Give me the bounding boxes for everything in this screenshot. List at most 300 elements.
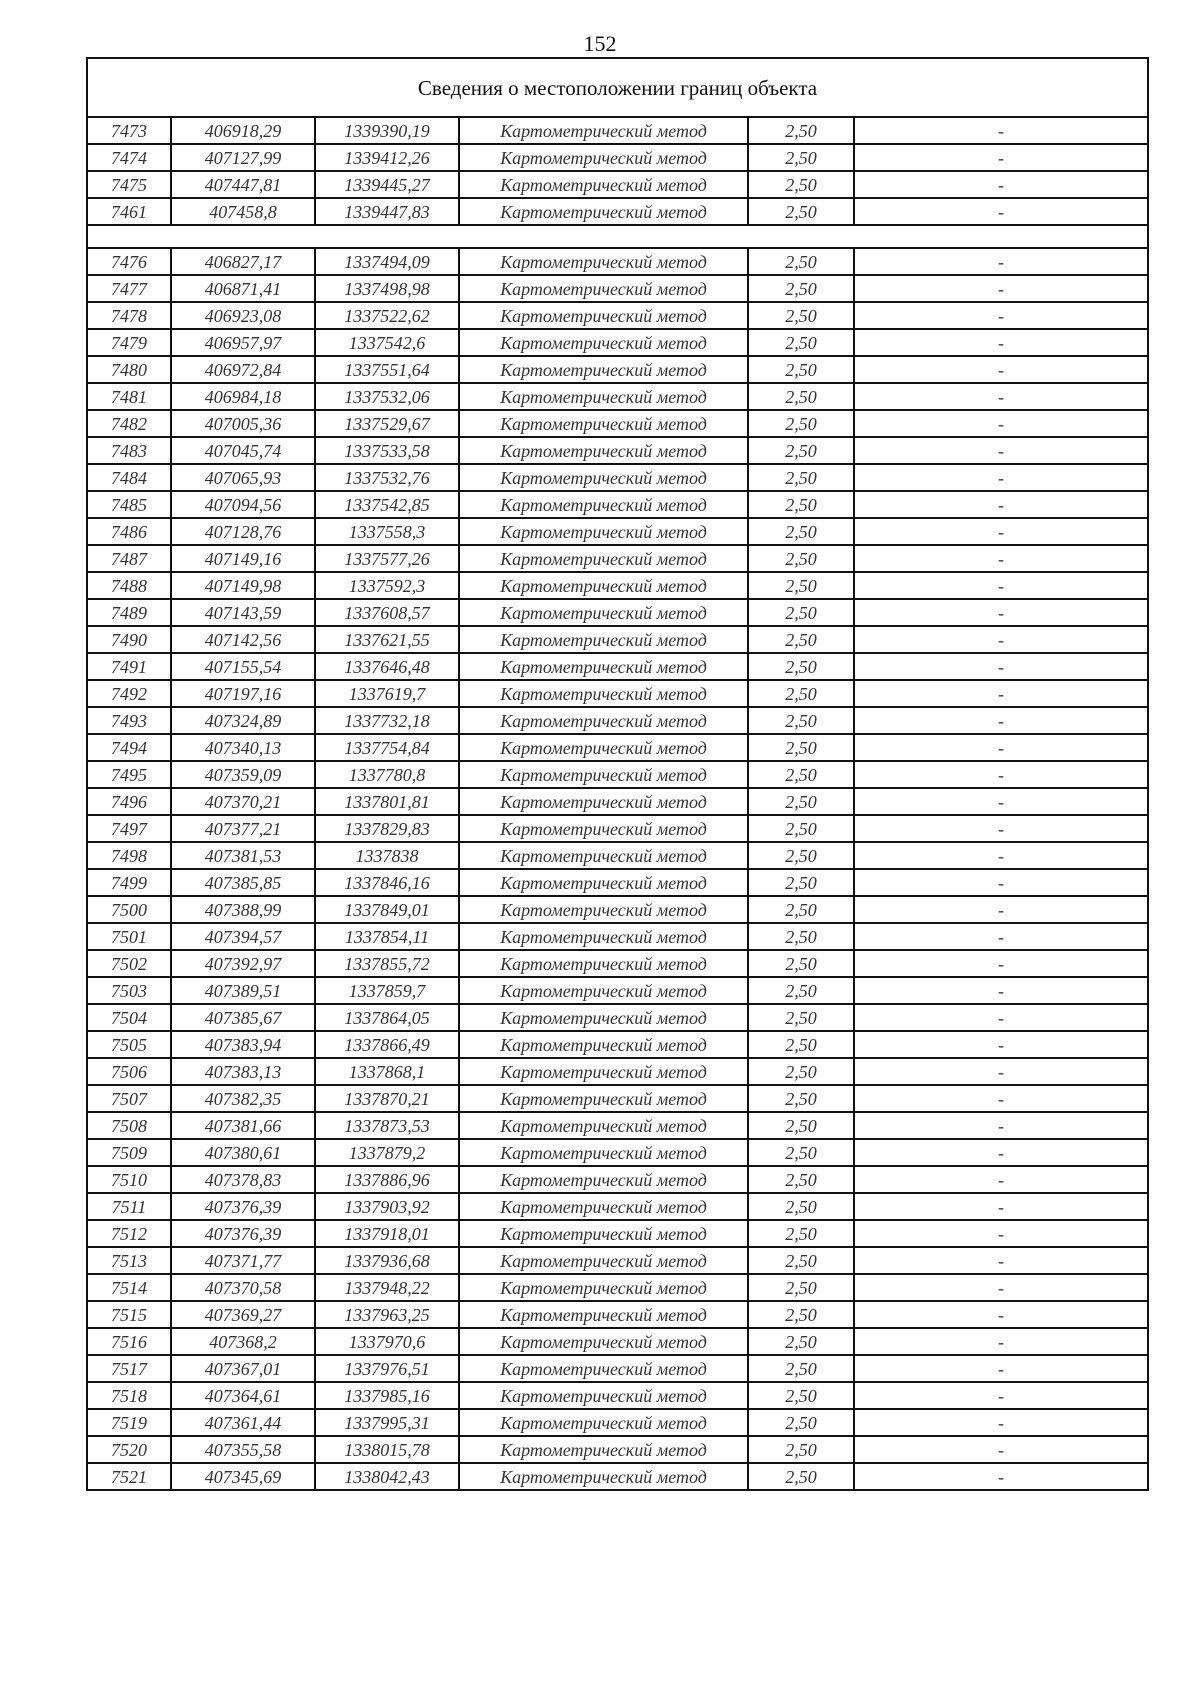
point-number-cell: 7490 bbox=[87, 626, 171, 653]
method-cell: Картометрический метод bbox=[459, 1409, 748, 1436]
x-coordinate-cell: 407142,56 bbox=[171, 626, 315, 653]
x-coordinate-cell: 407389,51 bbox=[171, 977, 315, 1004]
point-number-cell: 7518 bbox=[87, 1382, 171, 1409]
y-coordinate-cell: 1337532,76 bbox=[315, 464, 459, 491]
accuracy-cell: 2,50 bbox=[748, 1463, 854, 1490]
description-cell: - bbox=[854, 869, 1148, 896]
method-cell: Картометрический метод bbox=[459, 1220, 748, 1247]
x-coordinate-cell: 406984,18 bbox=[171, 383, 315, 410]
table-row bbox=[87, 626, 1148, 653]
method-cell: Картометрический метод bbox=[459, 117, 748, 144]
accuracy-cell: 2,50 bbox=[748, 923, 854, 950]
accuracy-cell: 2,50 bbox=[748, 707, 854, 734]
point-number-cell: 7512 bbox=[87, 1220, 171, 1247]
accuracy-cell: 2,50 bbox=[748, 356, 854, 383]
method-cell: Картометрический метод bbox=[459, 198, 748, 225]
table-row bbox=[87, 1220, 1148, 1247]
y-coordinate-cell: 1337551,64 bbox=[315, 356, 459, 383]
point-number-cell: 7497 bbox=[87, 815, 171, 842]
y-coordinate-cell: 1337963,25 bbox=[315, 1301, 459, 1328]
accuracy-cell: 2,50 bbox=[748, 491, 854, 518]
point-number-cell: 7501 bbox=[87, 923, 171, 950]
y-coordinate-cell: 1337859,7 bbox=[315, 977, 459, 1004]
method-cell: Картометрический метод bbox=[459, 1301, 748, 1328]
table-title: Сведения о местоположении границ объекта bbox=[87, 58, 1148, 117]
method-cell: Картометрический метод bbox=[459, 545, 748, 572]
point-number-cell: 7517 bbox=[87, 1355, 171, 1382]
accuracy-cell: 2,50 bbox=[748, 842, 854, 869]
y-coordinate-cell: 1337886,96 bbox=[315, 1166, 459, 1193]
method-cell: Картометрический метод bbox=[459, 464, 748, 491]
x-coordinate-cell: 407381,66 bbox=[171, 1112, 315, 1139]
table-row bbox=[87, 1004, 1148, 1031]
x-coordinate-cell: 407383,13 bbox=[171, 1058, 315, 1085]
x-coordinate-cell: 407385,67 bbox=[171, 1004, 315, 1031]
description-cell: - bbox=[854, 1193, 1148, 1220]
y-coordinate-cell: 1337976,51 bbox=[315, 1355, 459, 1382]
description-cell: - bbox=[854, 383, 1148, 410]
y-coordinate-cell: 1337936,68 bbox=[315, 1247, 459, 1274]
accuracy-cell: 2,50 bbox=[748, 572, 854, 599]
x-coordinate-cell: 407149,98 bbox=[171, 572, 315, 599]
y-coordinate-cell: 1337873,53 bbox=[315, 1112, 459, 1139]
x-coordinate-cell: 407371,77 bbox=[171, 1247, 315, 1274]
method-cell: Картометрический метод bbox=[459, 950, 748, 977]
method-cell: Картометрический метод bbox=[459, 356, 748, 383]
table-row bbox=[87, 923, 1148, 950]
accuracy-cell: 2,50 bbox=[748, 117, 854, 144]
table-row bbox=[87, 275, 1148, 302]
method-cell: Картометрический метод bbox=[459, 923, 748, 950]
description-cell: - bbox=[854, 761, 1148, 788]
y-coordinate-cell: 1337829,83 bbox=[315, 815, 459, 842]
table-row bbox=[87, 302, 1148, 329]
accuracy-cell: 2,50 bbox=[748, 1112, 854, 1139]
method-cell: Картометрический метод bbox=[459, 1274, 748, 1301]
table-row bbox=[87, 707, 1148, 734]
table-row bbox=[87, 117, 1148, 144]
point-number-cell: 7520 bbox=[87, 1436, 171, 1463]
x-coordinate-cell: 407361,44 bbox=[171, 1409, 315, 1436]
table-row bbox=[87, 491, 1148, 518]
accuracy-cell: 2,50 bbox=[748, 1193, 854, 1220]
table-title-row bbox=[87, 58, 1148, 117]
x-coordinate-cell: 406957,97 bbox=[171, 329, 315, 356]
x-coordinate-cell: 407447,81 bbox=[171, 171, 315, 198]
x-coordinate-cell: 407367,01 bbox=[171, 1355, 315, 1382]
y-coordinate-cell: 1337903,92 bbox=[315, 1193, 459, 1220]
description-cell: - bbox=[854, 410, 1148, 437]
y-coordinate-cell: 1337854,11 bbox=[315, 923, 459, 950]
method-cell: Картометрический метод bbox=[459, 1436, 748, 1463]
description-cell: - bbox=[854, 275, 1148, 302]
table-row bbox=[87, 842, 1148, 869]
method-cell: Картометрический метод bbox=[459, 1382, 748, 1409]
point-number-cell: 7515 bbox=[87, 1301, 171, 1328]
description-cell: - bbox=[854, 842, 1148, 869]
point-number-cell: 7477 bbox=[87, 275, 171, 302]
table-row bbox=[87, 1112, 1148, 1139]
y-coordinate-cell: 1337838 bbox=[315, 842, 459, 869]
description-cell: - bbox=[854, 788, 1148, 815]
point-number-cell: 7510 bbox=[87, 1166, 171, 1193]
point-number-cell: 7473 bbox=[87, 117, 171, 144]
method-cell: Картометрический метод bbox=[459, 1085, 748, 1112]
point-number-cell: 7491 bbox=[87, 653, 171, 680]
description-cell: - bbox=[854, 599, 1148, 626]
accuracy-cell: 2,50 bbox=[748, 1328, 854, 1355]
accuracy-cell: 2,50 bbox=[748, 302, 854, 329]
table-row bbox=[87, 1139, 1148, 1166]
y-coordinate-cell: 1337494,09 bbox=[315, 248, 459, 275]
point-number-cell: 7486 bbox=[87, 518, 171, 545]
method-cell: Картометрический метод bbox=[459, 842, 748, 869]
table-row bbox=[87, 1328, 1148, 1355]
point-number-cell: 7487 bbox=[87, 545, 171, 572]
x-coordinate-cell: 407392,97 bbox=[171, 950, 315, 977]
description-cell: - bbox=[854, 518, 1148, 545]
y-coordinate-cell: 1337846,16 bbox=[315, 869, 459, 896]
boundary-coordinates-table bbox=[86, 57, 1149, 1491]
x-coordinate-cell: 407197,16 bbox=[171, 680, 315, 707]
point-number-cell: 7502 bbox=[87, 950, 171, 977]
method-cell: Картометрический метод bbox=[459, 734, 748, 761]
point-number-cell: 7496 bbox=[87, 788, 171, 815]
description-cell: - bbox=[854, 680, 1148, 707]
x-coordinate-cell: 407127,99 bbox=[171, 144, 315, 171]
method-cell: Картометрический метод bbox=[459, 1058, 748, 1085]
table-row bbox=[87, 1301, 1148, 1328]
y-coordinate-cell: 1337533,58 bbox=[315, 437, 459, 464]
method-cell: Картометрический метод bbox=[459, 329, 748, 356]
x-coordinate-cell: 407385,85 bbox=[171, 869, 315, 896]
accuracy-cell: 2,50 bbox=[748, 1436, 854, 1463]
accuracy-cell: 2,50 bbox=[748, 653, 854, 680]
point-number-cell: 7514 bbox=[87, 1274, 171, 1301]
point-number-cell: 7508 bbox=[87, 1112, 171, 1139]
method-cell: Картометрический метод bbox=[459, 1139, 748, 1166]
x-coordinate-cell: 407094,56 bbox=[171, 491, 315, 518]
description-cell: - bbox=[854, 117, 1148, 144]
method-cell: Картометрический метод bbox=[459, 302, 748, 329]
accuracy-cell: 2,50 bbox=[748, 198, 854, 225]
point-number-cell: 7500 bbox=[87, 896, 171, 923]
accuracy-cell: 2,50 bbox=[748, 144, 854, 171]
y-coordinate-cell: 1337619,7 bbox=[315, 680, 459, 707]
method-cell: Картометрический метод bbox=[459, 491, 748, 518]
table-row bbox=[87, 734, 1148, 761]
point-number-cell: 7461 bbox=[87, 198, 171, 225]
y-coordinate-cell: 1337608,57 bbox=[315, 599, 459, 626]
accuracy-cell: 2,50 bbox=[748, 815, 854, 842]
method-cell: Картометрический метод bbox=[459, 1463, 748, 1490]
method-cell: Картометрический метод bbox=[459, 1247, 748, 1274]
point-number-cell: 7506 bbox=[87, 1058, 171, 1085]
x-coordinate-cell: 407381,53 bbox=[171, 842, 315, 869]
x-coordinate-cell: 407149,16 bbox=[171, 545, 315, 572]
y-coordinate-cell: 1339445,27 bbox=[315, 171, 459, 198]
description-cell: - bbox=[854, 144, 1148, 171]
y-coordinate-cell: 1337577,26 bbox=[315, 545, 459, 572]
page-number: 152 bbox=[583, 31, 617, 56]
point-number-cell: 7505 bbox=[87, 1031, 171, 1058]
accuracy-cell: 2,50 bbox=[748, 383, 854, 410]
accuracy-cell: 2,50 bbox=[748, 410, 854, 437]
y-coordinate-cell: 1337801,81 bbox=[315, 788, 459, 815]
method-cell: Картометрический метод bbox=[459, 171, 748, 198]
accuracy-cell: 2,50 bbox=[748, 171, 854, 198]
description-cell: - bbox=[854, 1004, 1148, 1031]
x-coordinate-cell: 407376,39 bbox=[171, 1220, 315, 1247]
y-coordinate-cell: 1337870,21 bbox=[315, 1085, 459, 1112]
y-coordinate-cell: 1337864,05 bbox=[315, 1004, 459, 1031]
y-coordinate-cell: 1337542,6 bbox=[315, 329, 459, 356]
accuracy-cell: 2,50 bbox=[748, 1409, 854, 1436]
table-row bbox=[87, 410, 1148, 437]
x-coordinate-cell: 407458,8 bbox=[171, 198, 315, 225]
y-coordinate-cell: 1337849,01 bbox=[315, 896, 459, 923]
x-coordinate-cell: 407005,36 bbox=[171, 410, 315, 437]
x-coordinate-cell: 407377,21 bbox=[171, 815, 315, 842]
point-number-cell: 7521 bbox=[87, 1463, 171, 1490]
method-cell: Картометрический метод bbox=[459, 653, 748, 680]
accuracy-cell: 2,50 bbox=[748, 275, 854, 302]
x-coordinate-cell: 406923,08 bbox=[171, 302, 315, 329]
table-row bbox=[87, 680, 1148, 707]
y-coordinate-cell: 1338042,43 bbox=[315, 1463, 459, 1490]
table-row bbox=[87, 815, 1148, 842]
point-number-cell: 7503 bbox=[87, 977, 171, 1004]
accuracy-cell: 2,50 bbox=[748, 734, 854, 761]
x-coordinate-cell: 407376,39 bbox=[171, 1193, 315, 1220]
method-cell: Картометрический метод bbox=[459, 896, 748, 923]
point-number-cell: 7493 bbox=[87, 707, 171, 734]
table-row bbox=[87, 1247, 1148, 1274]
description-cell: - bbox=[854, 1274, 1148, 1301]
point-number-cell: 7476 bbox=[87, 248, 171, 275]
description-cell: - bbox=[854, 491, 1148, 518]
point-number-cell: 7516 bbox=[87, 1328, 171, 1355]
table-row bbox=[87, 1463, 1148, 1490]
y-coordinate-cell: 1337542,85 bbox=[315, 491, 459, 518]
description-cell: - bbox=[854, 1058, 1148, 1085]
point-number-cell: 7519 bbox=[87, 1409, 171, 1436]
method-cell: Картометрический метод bbox=[459, 275, 748, 302]
x-coordinate-cell: 407378,83 bbox=[171, 1166, 315, 1193]
separator-row bbox=[87, 225, 1148, 248]
y-coordinate-cell: 1337855,72 bbox=[315, 950, 459, 977]
accuracy-cell: 2,50 bbox=[748, 869, 854, 896]
x-coordinate-cell: 407383,94 bbox=[171, 1031, 315, 1058]
y-coordinate-cell: 1337995,31 bbox=[315, 1409, 459, 1436]
x-coordinate-cell: 407324,89 bbox=[171, 707, 315, 734]
x-coordinate-cell: 407380,61 bbox=[171, 1139, 315, 1166]
x-coordinate-cell: 407394,57 bbox=[171, 923, 315, 950]
x-coordinate-cell: 406972,84 bbox=[171, 356, 315, 383]
method-cell: Картометрический метод bbox=[459, 1355, 748, 1382]
table-row bbox=[87, 248, 1148, 275]
method-cell: Картометрический метод bbox=[459, 869, 748, 896]
description-cell: - bbox=[854, 464, 1148, 491]
y-coordinate-cell: 1339412,26 bbox=[315, 144, 459, 171]
accuracy-cell: 2,50 bbox=[748, 1085, 854, 1112]
y-coordinate-cell: 1337866,49 bbox=[315, 1031, 459, 1058]
table-row bbox=[87, 171, 1148, 198]
description-cell: - bbox=[854, 1166, 1148, 1193]
x-coordinate-cell: 407369,27 bbox=[171, 1301, 315, 1328]
point-number-cell: 7507 bbox=[87, 1085, 171, 1112]
table-row bbox=[87, 653, 1148, 680]
table-row bbox=[87, 761, 1148, 788]
description-cell: - bbox=[854, 572, 1148, 599]
table-row bbox=[87, 383, 1148, 410]
accuracy-cell: 2,50 bbox=[748, 248, 854, 275]
description-cell: - bbox=[854, 1355, 1148, 1382]
table-row bbox=[87, 572, 1148, 599]
accuracy-cell: 2,50 bbox=[748, 680, 854, 707]
table-row bbox=[87, 518, 1148, 545]
x-coordinate-cell: 407359,09 bbox=[171, 761, 315, 788]
table-row bbox=[87, 1085, 1148, 1112]
method-cell: Картометрический метод bbox=[459, 1112, 748, 1139]
accuracy-cell: 2,50 bbox=[748, 1382, 854, 1409]
description-cell: - bbox=[854, 1409, 1148, 1436]
table-row bbox=[87, 788, 1148, 815]
method-cell: Картометрический метод bbox=[459, 572, 748, 599]
method-cell: Картометрический метод bbox=[459, 977, 748, 1004]
description-cell: - bbox=[854, 977, 1148, 1004]
y-coordinate-cell: 1337558,3 bbox=[315, 518, 459, 545]
description-cell: - bbox=[854, 1139, 1148, 1166]
point-number-cell: 7485 bbox=[87, 491, 171, 518]
point-number-cell: 7483 bbox=[87, 437, 171, 464]
y-coordinate-cell: 1339447,83 bbox=[315, 198, 459, 225]
method-cell: Картометрический метод bbox=[459, 1004, 748, 1031]
y-coordinate-cell: 1338015,78 bbox=[315, 1436, 459, 1463]
point-number-cell: 7475 bbox=[87, 171, 171, 198]
accuracy-cell: 2,50 bbox=[748, 977, 854, 1004]
y-coordinate-cell: 1337592,3 bbox=[315, 572, 459, 599]
description-cell: - bbox=[854, 950, 1148, 977]
table-row bbox=[87, 1355, 1148, 1382]
method-cell: Картометрический метод bbox=[459, 1031, 748, 1058]
accuracy-cell: 2,50 bbox=[748, 518, 854, 545]
method-cell: Картометрический метод bbox=[459, 680, 748, 707]
y-coordinate-cell: 1337498,98 bbox=[315, 275, 459, 302]
accuracy-cell: 2,50 bbox=[748, 545, 854, 572]
point-number-cell: 7494 bbox=[87, 734, 171, 761]
table-row bbox=[87, 599, 1148, 626]
description-cell: - bbox=[854, 1085, 1148, 1112]
method-cell: Картометрический метод bbox=[459, 1328, 748, 1355]
description-cell: - bbox=[854, 626, 1148, 653]
x-coordinate-cell: 407370,58 bbox=[171, 1274, 315, 1301]
table-row bbox=[87, 1058, 1148, 1085]
accuracy-cell: 2,50 bbox=[748, 788, 854, 815]
table-row bbox=[87, 1409, 1148, 1436]
accuracy-cell: 2,50 bbox=[748, 761, 854, 788]
point-number-cell: 7482 bbox=[87, 410, 171, 437]
description-cell: - bbox=[854, 356, 1148, 383]
description-cell: - bbox=[854, 815, 1148, 842]
x-coordinate-cell: 407045,74 bbox=[171, 437, 315, 464]
description-cell: - bbox=[854, 437, 1148, 464]
point-number-cell: 7481 bbox=[87, 383, 171, 410]
table-row bbox=[87, 437, 1148, 464]
table-body bbox=[87, 58, 1148, 1490]
point-number-cell: 7513 bbox=[87, 1247, 171, 1274]
description-cell: - bbox=[854, 923, 1148, 950]
accuracy-cell: 2,50 bbox=[748, 1301, 854, 1328]
x-coordinate-cell: 406871,41 bbox=[171, 275, 315, 302]
description-cell: - bbox=[854, 1247, 1148, 1274]
accuracy-cell: 2,50 bbox=[748, 1004, 854, 1031]
y-coordinate-cell: 1337522,62 bbox=[315, 302, 459, 329]
x-coordinate-cell: 407364,61 bbox=[171, 1382, 315, 1409]
method-cell: Картометрический метод bbox=[459, 1166, 748, 1193]
method-cell: Картометрический метод bbox=[459, 707, 748, 734]
x-coordinate-cell: 407368,2 bbox=[171, 1328, 315, 1355]
table-row bbox=[87, 356, 1148, 383]
accuracy-cell: 2,50 bbox=[748, 1247, 854, 1274]
point-number-cell: 7495 bbox=[87, 761, 171, 788]
description-cell: - bbox=[854, 302, 1148, 329]
table-row bbox=[87, 1031, 1148, 1058]
x-coordinate-cell: 407065,93 bbox=[171, 464, 315, 491]
description-cell: - bbox=[854, 1220, 1148, 1247]
method-cell: Картометрический метод bbox=[459, 248, 748, 275]
description-cell: - bbox=[854, 1382, 1148, 1409]
y-coordinate-cell: 1337529,67 bbox=[315, 410, 459, 437]
description-cell: - bbox=[854, 734, 1148, 761]
x-coordinate-cell: 407128,76 bbox=[171, 518, 315, 545]
x-coordinate-cell: 407370,21 bbox=[171, 788, 315, 815]
point-number-cell: 7479 bbox=[87, 329, 171, 356]
method-cell: Картометрический метод bbox=[459, 1193, 748, 1220]
accuracy-cell: 2,50 bbox=[748, 1058, 854, 1085]
table-row bbox=[87, 869, 1148, 896]
method-cell: Картометрический метод bbox=[459, 788, 748, 815]
table-row bbox=[87, 1166, 1148, 1193]
point-number-cell: 7504 bbox=[87, 1004, 171, 1031]
method-cell: Картометрический метод bbox=[459, 815, 748, 842]
point-number-cell: 7478 bbox=[87, 302, 171, 329]
accuracy-cell: 2,50 bbox=[748, 599, 854, 626]
point-number-cell: 7474 bbox=[87, 144, 171, 171]
point-number-cell: 7484 bbox=[87, 464, 171, 491]
description-cell: - bbox=[854, 248, 1148, 275]
description-cell: - bbox=[854, 1436, 1148, 1463]
table-row bbox=[87, 329, 1148, 356]
y-coordinate-cell: 1337918,01 bbox=[315, 1220, 459, 1247]
y-coordinate-cell: 1337879,2 bbox=[315, 1139, 459, 1166]
y-coordinate-cell: 1337780,8 bbox=[315, 761, 459, 788]
description-cell: - bbox=[854, 653, 1148, 680]
method-cell: Картометрический метод bbox=[459, 144, 748, 171]
y-coordinate-cell: 1337948,22 bbox=[315, 1274, 459, 1301]
accuracy-cell: 2,50 bbox=[748, 464, 854, 491]
description-cell: - bbox=[854, 896, 1148, 923]
y-coordinate-cell: 1337646,48 bbox=[315, 653, 459, 680]
accuracy-cell: 2,50 bbox=[748, 1139, 854, 1166]
x-coordinate-cell: 406918,29 bbox=[171, 117, 315, 144]
y-coordinate-cell: 1337621,55 bbox=[315, 626, 459, 653]
table-row bbox=[87, 950, 1148, 977]
y-coordinate-cell: 1337985,16 bbox=[315, 1382, 459, 1409]
point-number-cell: 7498 bbox=[87, 842, 171, 869]
point-number-cell: 7492 bbox=[87, 680, 171, 707]
x-coordinate-cell: 407155,54 bbox=[171, 653, 315, 680]
